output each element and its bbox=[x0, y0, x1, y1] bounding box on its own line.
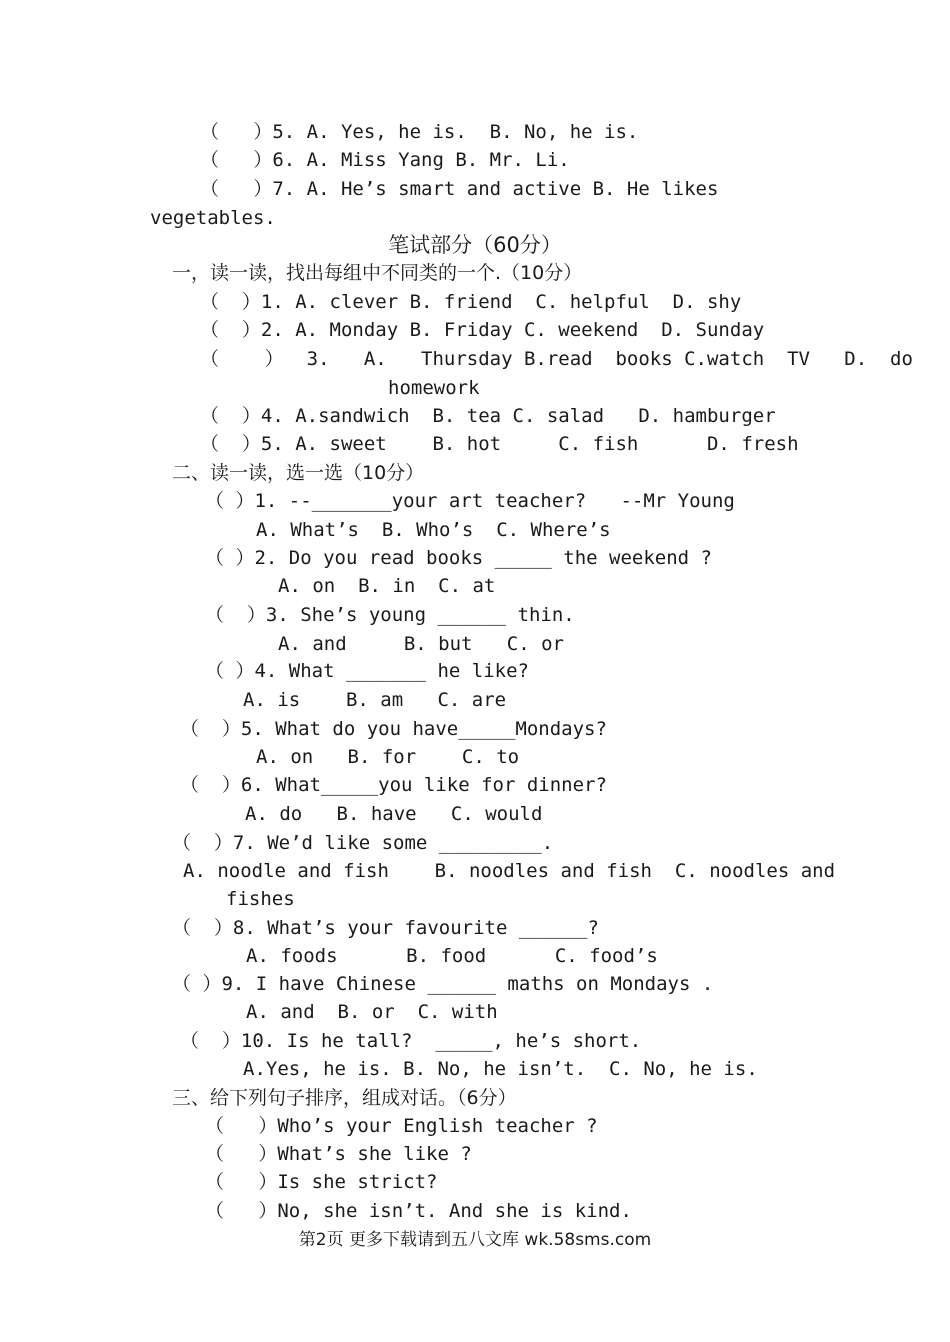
listening-q7: （ ）7. A. He’s smart and active B. He likes bbox=[200, 178, 719, 200]
s2-q10: （ ）10. Is he tall? _____, he’s short. bbox=[180, 1030, 642, 1052]
s2-q1-options: A. What’s B. Who’s C. Where’s bbox=[256, 519, 611, 541]
s2-q4-options: A. is B. am C. are bbox=[243, 689, 507, 711]
s2-q3-options: A. and B. but C. or bbox=[278, 633, 564, 655]
s2-q5: （ ）5. What do you have_____Mondays? bbox=[180, 718, 607, 740]
section3-title: 三、给下列句子排序，组成对话。（6分） bbox=[172, 1087, 517, 1109]
s3-line1: （ ）Who’s your English teacher ? bbox=[205, 1115, 598, 1137]
s2-q6: （ ）6. What_____you like for dinner? bbox=[180, 774, 607, 796]
s2-q7: （ ）7. We’d like some _________. bbox=[172, 832, 554, 854]
s2-q8-options: A. foods B. food C. food’s bbox=[246, 945, 658, 967]
listening-q5: （ ）5. A. Yes, he is. B. No, he is. bbox=[200, 121, 639, 143]
s2-q9: （ ）9. I have Chinese ______ maths on Mondays . bbox=[172, 973, 714, 995]
s1-q2: （ ）2. A. Monday B. Friday C. weekend D. Sunday bbox=[200, 319, 765, 341]
s1-q1: （ ）1. A. clever B. friend C. helpful D. shy bbox=[200, 291, 742, 313]
s2-q5-options: A. on B. for C. to bbox=[256, 746, 520, 768]
section1-title: 一，读一读，找出每组中不同类的一个.（10分） bbox=[172, 262, 583, 284]
listening-q6: （ ）6. A. Miss Yang B. Mr. Li. bbox=[200, 149, 570, 171]
s2-q8: （ ）8. What’s your favourite ______? bbox=[172, 917, 599, 939]
s2-q7-options-cont: fishes bbox=[226, 888, 295, 910]
written-part-title: 笔试部分（60分） bbox=[388, 233, 562, 257]
s1-q3: （ ） 3. A. Thursday B.read books C.watch TV D. do bbox=[200, 348, 913, 370]
s2-q7-options: A. noodle and fish B. noodles and fish C. noodles and bbox=[183, 860, 836, 882]
s3-line3: （ ）Is she strict? bbox=[205, 1171, 438, 1193]
s1-q4: （ ）4. A.sandwich B. tea C. salad D. hamburger bbox=[200, 405, 776, 427]
s2-q3: （ ）3. She’s young ______ thin. bbox=[205, 604, 575, 626]
s2-q2-options: A. on B. in C. at bbox=[278, 575, 496, 597]
s2-q10-options: A.Yes, he is. B. No, he isn’t. C. No, he is. bbox=[243, 1058, 758, 1080]
listening-q7-cont: vegetables. bbox=[150, 207, 276, 229]
s2-q9-options: A. and B. or C. with bbox=[246, 1001, 498, 1023]
s3-line4: （ ）No, she isn’t. And she is kind. bbox=[205, 1200, 632, 1222]
s3-line2: （ ）What’s she like ? bbox=[205, 1143, 472, 1165]
s2-q4: （ ）4. What _______ he like? bbox=[205, 660, 529, 682]
s2-q6-options: A. do B. have C. would bbox=[245, 803, 543, 825]
s1-q5: （ ）5. A. sweet B. hot C. fish D. fresh bbox=[200, 433, 799, 455]
s2-q1: （ ）1. --_______your art teacher? --Mr Young bbox=[205, 490, 735, 512]
s2-q2: （ ）2. Do you read books _____ the weekend ? bbox=[205, 547, 712, 569]
s1-q3-cont: homework bbox=[388, 377, 480, 399]
section2-title: 二、读一读，选一选（10分） bbox=[172, 462, 425, 484]
page-footer: 第2页 更多下载请到五八文库 wk.58sms.com bbox=[298, 1230, 652, 1250]
